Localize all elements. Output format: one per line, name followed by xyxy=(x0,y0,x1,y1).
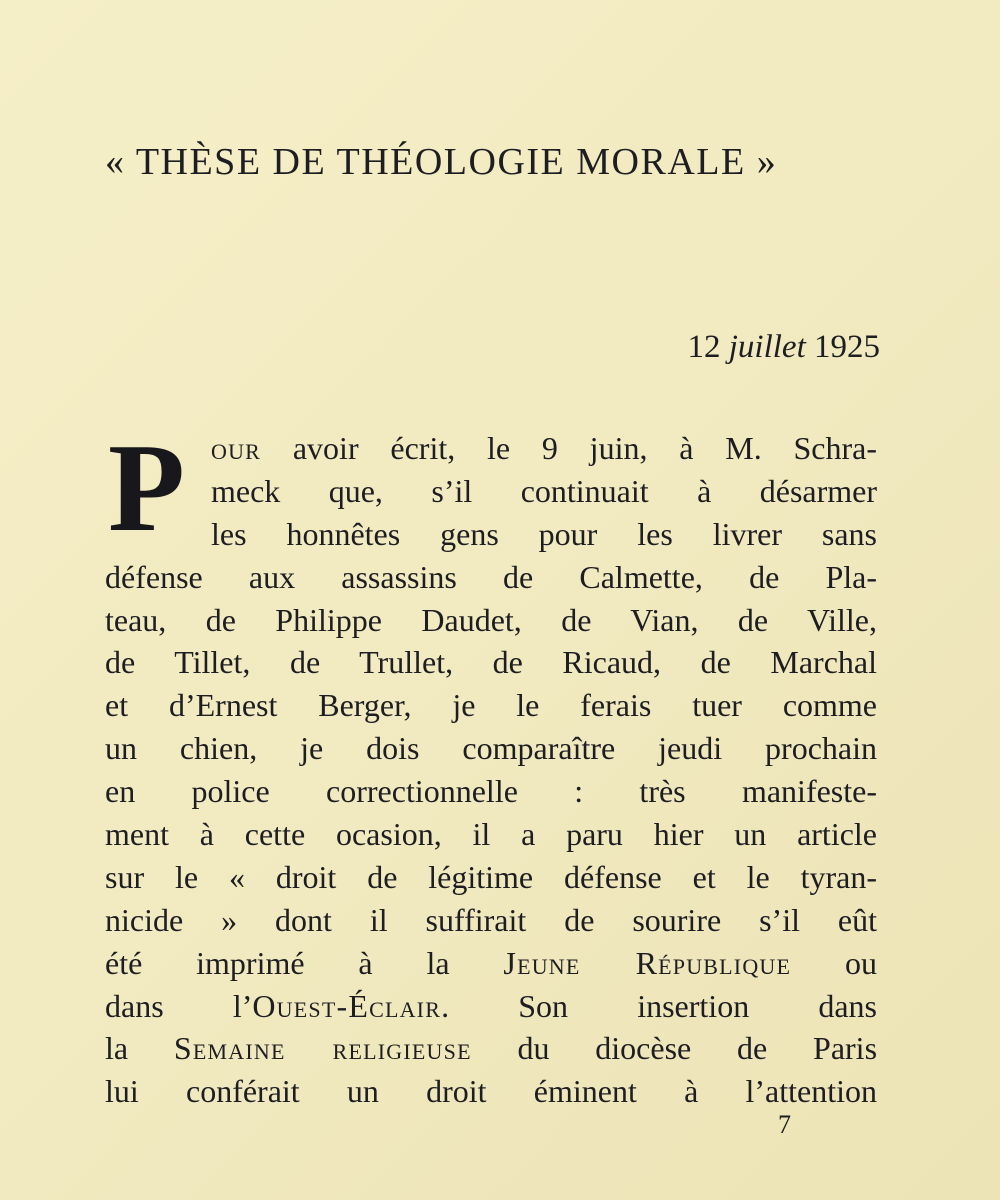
line-text: du diocèse de Paris xyxy=(471,1030,877,1067)
text-line: un chien, je dois comparaître jeudi prochain xyxy=(105,730,877,767)
text-line xyxy=(105,427,877,470)
small-caps-text: Semaine religieuse xyxy=(173,1030,472,1067)
text-line: défense aux assassins de Calmette, de Pla- xyxy=(105,558,877,595)
text-line: meck que, s’il continuait à désarmer xyxy=(211,472,877,509)
small-caps-text: our xyxy=(211,430,262,466)
text-line: et d’Ernest Berger, je le ferais tuer comme xyxy=(105,687,877,724)
text-line xyxy=(105,985,877,1028)
date-month: juillet xyxy=(728,329,806,365)
date-year: 1925 xyxy=(814,329,880,365)
small-caps-text: Jeune République xyxy=(503,944,792,981)
text-line: ment à cette ocasion, il a paru hier un article xyxy=(105,816,877,853)
drop-cap: P xyxy=(108,419,185,558)
chapter-title: « THÈSE DE THÉOLOGIE MORALE » xyxy=(105,141,778,183)
text-line xyxy=(105,1027,877,1070)
body-paragraph xyxy=(105,419,877,1113)
line-text: avoir écrit, le 9 juin, à M. Schra- xyxy=(261,430,877,466)
line-text: été imprimé à la xyxy=(105,944,504,981)
text-line xyxy=(105,942,877,985)
text-line: teau, de Philippe Daudet, de Vian, de Ville, xyxy=(105,601,877,638)
text-line: sur le « droit de légitime défense et le tyran- xyxy=(105,858,877,895)
text-line: nicide » dont il suffirait de sourire s’il eût xyxy=(105,901,877,938)
page-number: 7 xyxy=(778,1110,791,1139)
text-line: en police correctionnelle : très manifeste- xyxy=(105,773,877,810)
line-text: ou xyxy=(791,944,877,981)
line-text: dans l’ xyxy=(105,987,253,1024)
small-caps-text: Ouest-Éclair xyxy=(252,987,442,1024)
line-text: la xyxy=(105,1030,174,1067)
dateline xyxy=(560,325,880,369)
text-line: lui conférait un droit éminent à l’attention xyxy=(105,1073,877,1110)
text-line: de Tillet, de Trullet, de Ricaud, de Marchal xyxy=(105,644,877,681)
line-text: . Son insertion dans xyxy=(441,987,877,1024)
date-day: 12 xyxy=(687,329,721,365)
text-line: les honnêtes gens pour les livrer sans xyxy=(211,515,877,552)
